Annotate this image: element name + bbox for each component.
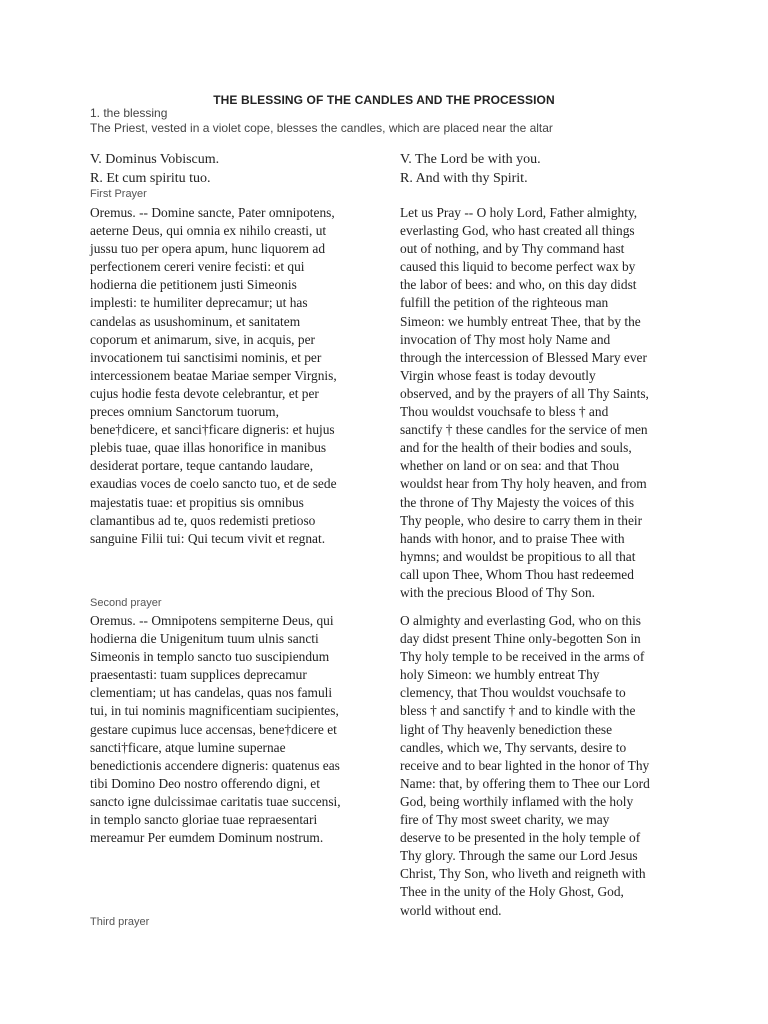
versicle-english: V. The Lord be with you. (400, 152, 541, 167)
section-label: 1. the blessing (90, 106, 168, 120)
third-prayer-label: Third prayer (90, 916, 150, 928)
first-prayer-label: First Prayer (90, 188, 147, 200)
second-prayer-label: Second prayer (90, 597, 162, 609)
first-prayer-english: Let us Pray -- O holy Lord, Father almighty, everlasting God, who hast created all things out of nothing, and by Thy command hast caused this liquid to become perfect wax by the labor of bees: and who, on this day didst fulfill the petition of the righteous man Simeon: we humbly entreat Thee, that by the invocation of Thy most holy Name and through the intercession of Blessed Mary ever Virgin whose feast is today devoutly observed, and by the prayers of all Thy Saints, Thou wouldst vouchsafe to bless † and sanctify † these candles for the service of men and for the health of their bodies and souls, whether on land or on sea: and that Thou wouldst hear from Thy holy heaven, and from the throne of Thy Majesty the voices of this Thy people, who desire to carry them in their hands with honor, and to praise Thee with hymns; and wouldst be propitious to all that call upon Thee, Whom Thou hast redeemed with the precious Blood of Thy Son. (400, 205, 649, 600)
page-title: THE BLESSING OF THE CANDLES AND THE PROCESSION (213, 93, 555, 107)
response-english: R. And with thy Spirit. (400, 171, 528, 186)
versicle-latin: V. Dominus Vobiscum. (90, 152, 220, 167)
rubric-text: The Priest, vested in a violet cope, blesses the candles, which are placed near the altar (90, 121, 553, 135)
first-prayer-latin: Oremus. -- Domine sancte, Pater omnipotens, aeterne Deus, qui omnia ex nihilo creasti, ut jussu tuo per opera apum, hunc liquorem ad perfectionem cereri venire fecisti: et qui hodierna die petitionem justi Simeonis implesti: te humiliter deprecamur; ut has candelas as usushominum, et sanitatem coporum et animarum, sive, in acquis, per invocationem tui sanctisimi nominis, et per intercessionem beatae Mariae semper Virgnis, cujus hodie festa devote celebrantur, et per preces omnium Sanctorum tuorum, bene†dicere, et sanci†ficare digneris: et hujus plebis tuae, quae illas honorifice in manibus desiderat portare, teque cantando laudare, exaudias voces de coelo sancto tuo, et de sede majestatis tuae: et propitius sis omnibus clamantibus ad te, quos redemisti pretioso sanguine Filii tui: Qui tecum vivit et regnat. (90, 205, 337, 546)
second-prayer-latin: Oremus. -- Omnipotens sempiterne Deus, qui hodierna die Unigenitum tuum ulnis sancti Simeonis in templo sancto tuo suscipiendum praesentasti: tuam supplices deprecamur clementiam; ut has candelas, quas nos famuli tui, in tui nominis magnificentiam sucipientes, gestare cupimus luce accensas, bene†dicere et sancti†ficare, atque lumine supernae benedictionis accendere digneris: quatenus eas tibi Domino Deo nostro offerendo digni, et sancto igne dulcissimae caritatis tuae succensi, in templo sancto gloriae tuae repraesentari mereamur Per eumdem Dominum nostrum. (90, 613, 341, 846)
second-prayer-english: O almighty and everlasting God, who on this day didst present Thine only-begotten Son in Thy holy temple to be received in the arms of holy Simeon: we humbly entreat Thy clemency, that Thou wouldst vouchsafe to bless † and sanctify † and to kindle with the light of Thy heavenly benediction these candles, which we, Thy servants, desire to receive and to bear lighted in the honor of Thy Name: that, by offering them to Thee our Lord God, being worthily inflamed with the holy fire of Thy most sweet charity, we may deserve to be presented in the holy temple of Thy glory. Through the same our Lord Jesus Christ, Thy Son, who liveth and reigneth with Thee in the unity of the Holy Ghost, God, world without end. (400, 613, 650, 918)
response-latin: R. Et cum spiritu tuo. (90, 171, 211, 186)
